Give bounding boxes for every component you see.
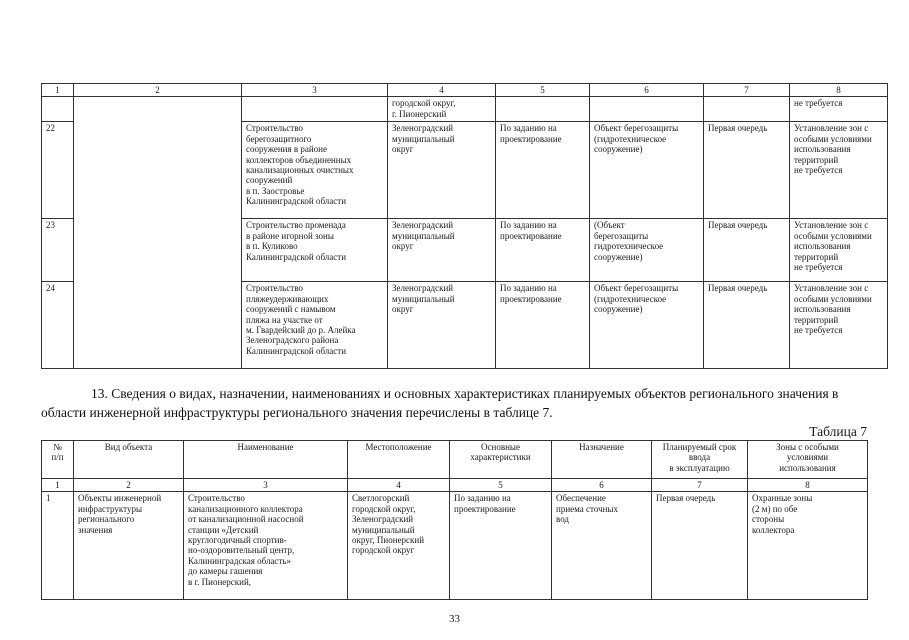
col-num: 5 xyxy=(450,479,552,492)
col-num: 3 xyxy=(242,84,388,97)
table-6-continuation xyxy=(41,83,888,369)
cell-name: Строительство канализационного коллектора от канализационной насосной станции «Детский круглогодичный спортив- но-оздоровительный центр, Калининградская область» до камеры гашения в г. Пионерский, xyxy=(184,492,348,600)
header-cell: Планируемый срок ввода в эксплуатацию xyxy=(652,441,748,479)
cell-zones: Установление зон с особыми условиями использования территорий не требуется xyxy=(790,219,888,282)
col-num: 2 xyxy=(74,84,242,97)
table-row xyxy=(42,97,888,122)
table-7 xyxy=(41,440,868,600)
page-number: 33 xyxy=(449,613,460,625)
table-row xyxy=(42,492,868,600)
cell-term: Первая очередь xyxy=(704,219,790,282)
header-row xyxy=(42,441,868,479)
cell-object-type xyxy=(74,97,242,369)
col-num: 5 xyxy=(496,84,590,97)
section-13-paragraph: 13. Сведения о видах, назначении, наименованиях и основных характеристиках планируемых объектов регионального значения в области инженерной инфраструктуры регионального значения перечислены в таблице 7. xyxy=(41,386,839,420)
cell-number: 24 xyxy=(42,282,74,369)
cell-location: Зеленоградский муниципальный округ xyxy=(388,282,496,369)
col-num: 4 xyxy=(348,479,450,492)
col-num: 1 xyxy=(42,479,74,492)
cell-purpose: Обеспечение приема сточных вод xyxy=(552,492,652,600)
cell-characteristics: По заданию на проектирование xyxy=(496,122,590,219)
header-cell: Вид объекта xyxy=(74,441,184,479)
cell-object-type: Объекты инженерной инфраструктуры регионального значения xyxy=(74,492,184,600)
cell-name: Строительство пляжеудерживающих сооружений с намывом пляжа на участке от м. Гвардейский до р. Алейка Зеленоградского района Калининградской области xyxy=(242,282,388,369)
col-num: 6 xyxy=(552,479,652,492)
header-cell: Местоположение xyxy=(348,441,450,479)
cell-characteristics xyxy=(496,97,590,122)
cell-location: Светлогорский городской округ, Зеленоградский муниципальный округ, Пионерский городской округ xyxy=(348,492,450,600)
table-7-caption: Таблица 7 xyxy=(809,424,867,439)
header-cell: Наименование xyxy=(184,441,348,479)
cell-location: Зеленоградский муниципальный округ xyxy=(388,219,496,282)
cell-number xyxy=(42,97,74,122)
cell-name: Строительство берегозащитного сооружения в районе коллекторов объединенных канализационных очистных сооружений в п. Заостровье Калининградской области xyxy=(242,122,388,219)
cell-characteristics: По заданию на проектирование xyxy=(450,492,552,600)
cell-purpose: Объект берегозащиты (гидротехническое сооружение) xyxy=(590,282,704,369)
cell-term xyxy=(704,97,790,122)
col-num: 7 xyxy=(704,84,790,97)
cell-purpose xyxy=(590,97,704,122)
col-num: 7 xyxy=(652,479,748,492)
cell-characteristics: По заданию на проектирование xyxy=(496,219,590,282)
col-num: 8 xyxy=(748,479,868,492)
cell-location: Зеленоградский муниципальный округ xyxy=(388,122,496,219)
cell-number: 23 xyxy=(42,219,74,282)
cell-zones: Установление зон с особыми условиями использования территорий не требуется xyxy=(790,282,888,369)
col-num: 8 xyxy=(790,84,888,97)
cell-term: Первая очередь xyxy=(704,282,790,369)
col-num: 3 xyxy=(184,479,348,492)
cell-purpose: Объект берегозащиты (гидротехническое сооружение) xyxy=(590,122,704,219)
cell-zones: Охранные зоны (2 м) по обе стороны коллектора xyxy=(748,492,868,600)
cell-name xyxy=(242,97,388,122)
header-cell: № п/п xyxy=(42,441,74,479)
header-cell: Основные характеристики xyxy=(450,441,552,479)
col-num: 4 xyxy=(388,84,496,97)
cell-term: Первая очередь xyxy=(704,122,790,219)
cell-name: Строительство променада в районе игорной зоны в п. Куликово Калининградской области xyxy=(242,219,388,282)
column-number-row xyxy=(42,479,868,492)
cell-number: 22 xyxy=(42,122,74,219)
cell-zones: Установление зон с особыми условиями использования территорий не требуется xyxy=(790,122,888,219)
cell-characteristics: По заданию на проектирование xyxy=(496,282,590,369)
cell-number: 1 xyxy=(42,492,74,600)
header-cell: Назначение xyxy=(552,441,652,479)
col-num: 2 xyxy=(74,479,184,492)
col-num: 6 xyxy=(590,84,704,97)
header-cell: Зоны с особыми условиями использования xyxy=(748,441,868,479)
cell-term: Первая очередь xyxy=(652,492,748,600)
cell-location: городской округ, г. Пионерский xyxy=(388,97,496,122)
cell-zones: не требуется xyxy=(790,97,888,122)
col-num: 1 xyxy=(42,84,74,97)
column-number-row xyxy=(42,84,888,97)
cell-purpose: (Объект берегозащиты гидротехническое сооружение) xyxy=(590,219,704,282)
